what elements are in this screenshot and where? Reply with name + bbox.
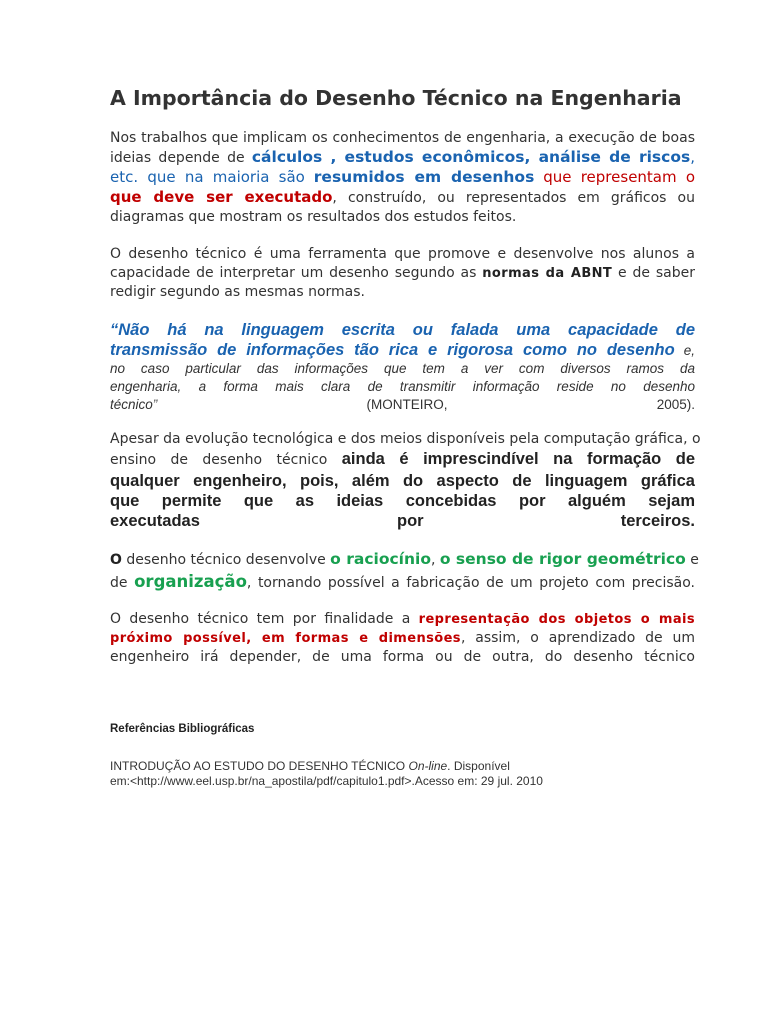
p1-line-2: ideias depende de cálculos , estudos econômicos, análise de riscos, [110,148,695,166]
highlight-executed: que deve ser executado [110,188,333,206]
p2-line-1: O desenho técnico é uma ferramenta que promove e desenvolve nos alunos a [110,246,695,262]
p3-line-4: que permite que as ideias concebidas por alguém sejam [110,492,695,510]
p1-line-1: Nos trabalhos que implicam os conhecimentos de engenharia, a execução de boas [110,130,695,146]
reference-entry [110,759,695,789]
p1-line-4: que deve ser executado, construído, ou representados em gráficos ou [110,188,695,206]
p1-line-5: diagramas que mostram os resultados dos estudos feitos. [110,209,517,225]
quote-monteiro [110,320,695,414]
p5-line-3: engenheiro irá depender, de uma forma ou de outra, do desenho técnico [110,649,695,665]
paragraph-technological-evolution [110,430,701,531]
highlight-representation: representação dos objetos o mais [418,612,695,627]
citation: (MONTEIRO, 2005). [366,397,695,412]
quote-line-1: “Não há na linguagem escrita ou falada uma capacidade de [110,321,695,339]
paragraph-technical-drawing-tool [110,245,695,302]
quote-line-3: no caso particular das informações que tem a ver com diversos ramos da [110,361,695,376]
paragraph-reasoning [110,548,699,594]
paragraph-engineering-ideas [110,129,695,227]
highlight-geometric-rigor: o senso de rigor geométrico [439,550,686,568]
p3-line-1: Apesar da evolução tecnológica e dos meios disponíveis pela computação gráfica, o [110,431,701,447]
highlight-calculations: cálculos , estudos econômicos, análise de riscos [251,148,691,166]
quote-line-2: transmissão de informações tão rica e rigorosa como no desenho e, [110,341,695,359]
p3-line-3: qualquer engenheiro, pois, além do aspecto de linguagem gráfica [110,472,695,490]
paragraph-purpose [110,610,695,667]
p4-line-1: O desenho técnico desenvolve o raciocínio, o senso de rigor geométrico e [110,550,699,568]
highlight-drawings: resumidos em desenhos [313,168,535,186]
p4-line-2: de organização, tornando possível a fabricação de um projeto com precisão. [110,572,695,591]
p3-line-2: ensino de desenho técnico ainda é imprescindível na formação de [110,450,696,468]
reference-line-1: INTRODUÇÃO AO ESTUDO DO DESENHO TÉCNICO On-line. Disponível [110,759,510,773]
p5-line-1: O desenho técnico tem por finalidade a representação dos objetos o mais [110,611,695,627]
page-title: A Importância do Desenho Técnico na Engenharia [110,86,682,110]
p3-line-5: executadas por terceiros. [110,512,695,530]
p2-line-2: capacidade de interpretar um desenho segundo as normas da ABNT e de saber [110,265,696,281]
p2-line-3: redigir segundo as mesmas normas. [110,284,366,300]
p5-line-2: próximo possível, em formas e dimensões, assim, o aprendizado de um [110,630,695,646]
highlight-reasoning: o raciocínio [330,550,431,568]
quote-line-5: técnico” (MONTEIRO, 2005). [110,397,695,412]
highlight-abnt: normas da ABNT [482,266,613,281]
quote-line-4: engenharia, a forma mais clara de transmitir informação reside no desenho [110,379,695,394]
reference-line-2: em:<http://www.eel.usp.br/na_apostila/pdf/capitulo1.pdf>.Acesso em: 29 jul. 2010 [110,774,543,788]
highlight-organization: organização [134,572,247,591]
references-heading: Referências Bibliográficas [110,723,255,735]
p1-line-3: etc. que na maioria são resumidos em desenhos que representam o [110,168,696,186]
